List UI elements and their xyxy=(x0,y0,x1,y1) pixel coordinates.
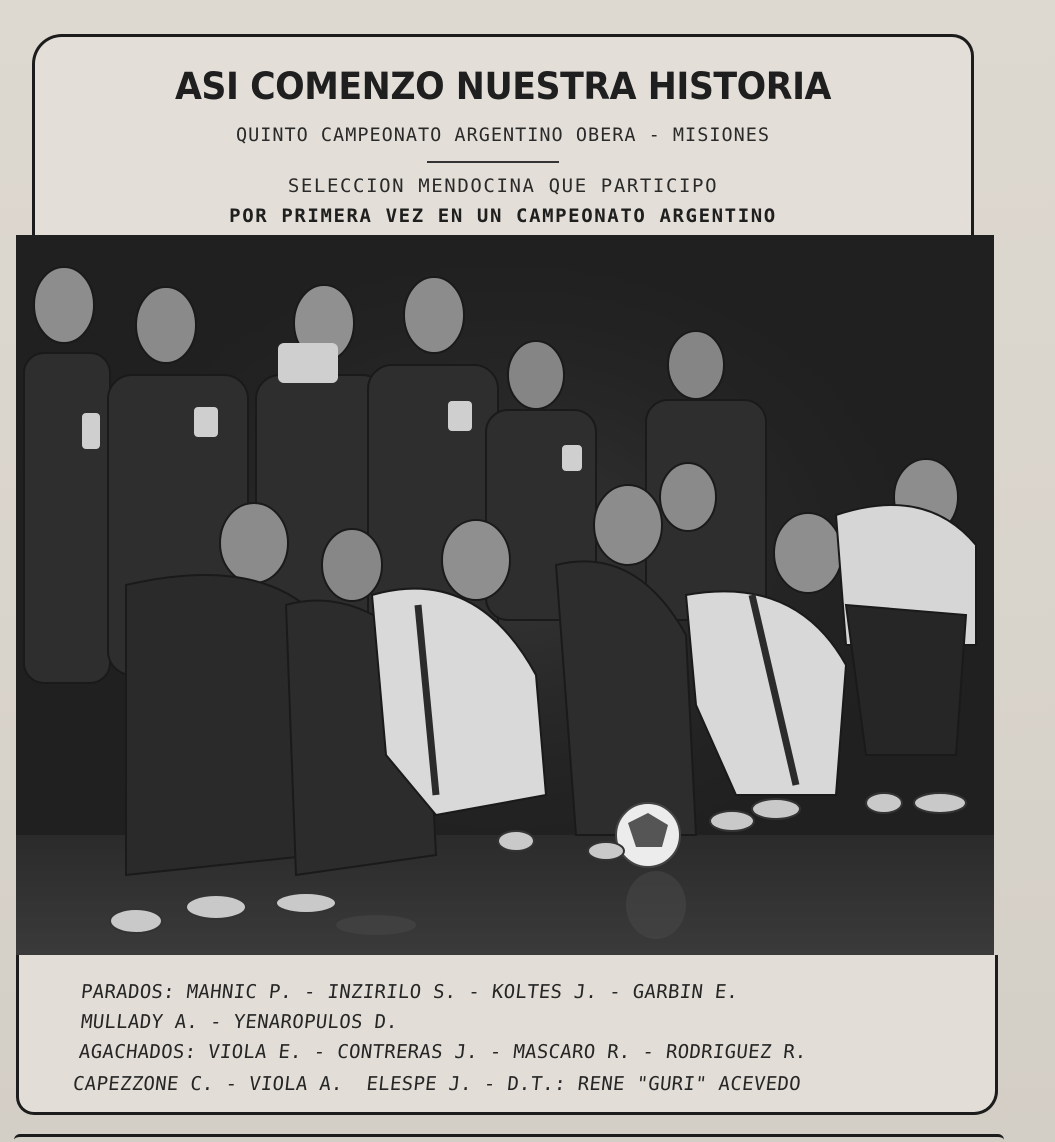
ball-icon xyxy=(616,803,680,867)
header-box xyxy=(32,34,974,238)
caption-line-standing-cont: MULLADY A. - YENAROPULOS D. xyxy=(79,1011,400,1033)
team-photo xyxy=(16,235,994,955)
caption-line-standing: PARADOS: MAHNIC P. - INZIRILO S. - KOLTES J. - GARBIN E. xyxy=(79,981,740,1003)
description-line-1: SELECCION MENDOCINA QUE PARTICIPO xyxy=(287,175,719,197)
page-title: ASI COMENZO NUESTRA HISTORIA xyxy=(174,65,832,108)
team-photo-illustration xyxy=(16,235,994,955)
description-line-2: POR PRIMERA VEZ EN UN CAMPEONATO ARGENTINO xyxy=(229,205,777,227)
caption-line-crouching: AGACHADOS: VIOLA E. - CONTRERAS J. - MASCARO R. - RODRIGUEZ R. xyxy=(77,1041,808,1063)
caption-line-crouching-cont: CAPEZZONE C. - VIOLA A. ELESPE J. - D.T.: RENE "GURI" ACEVEDO xyxy=(71,1073,802,1095)
divider-line xyxy=(427,161,559,163)
next-box-edge xyxy=(14,1134,1004,1142)
caption-box xyxy=(16,955,998,1115)
subtitle: QUINTO CAMPEONATO ARGENTINO OBERA - MISIONES xyxy=(235,125,771,146)
